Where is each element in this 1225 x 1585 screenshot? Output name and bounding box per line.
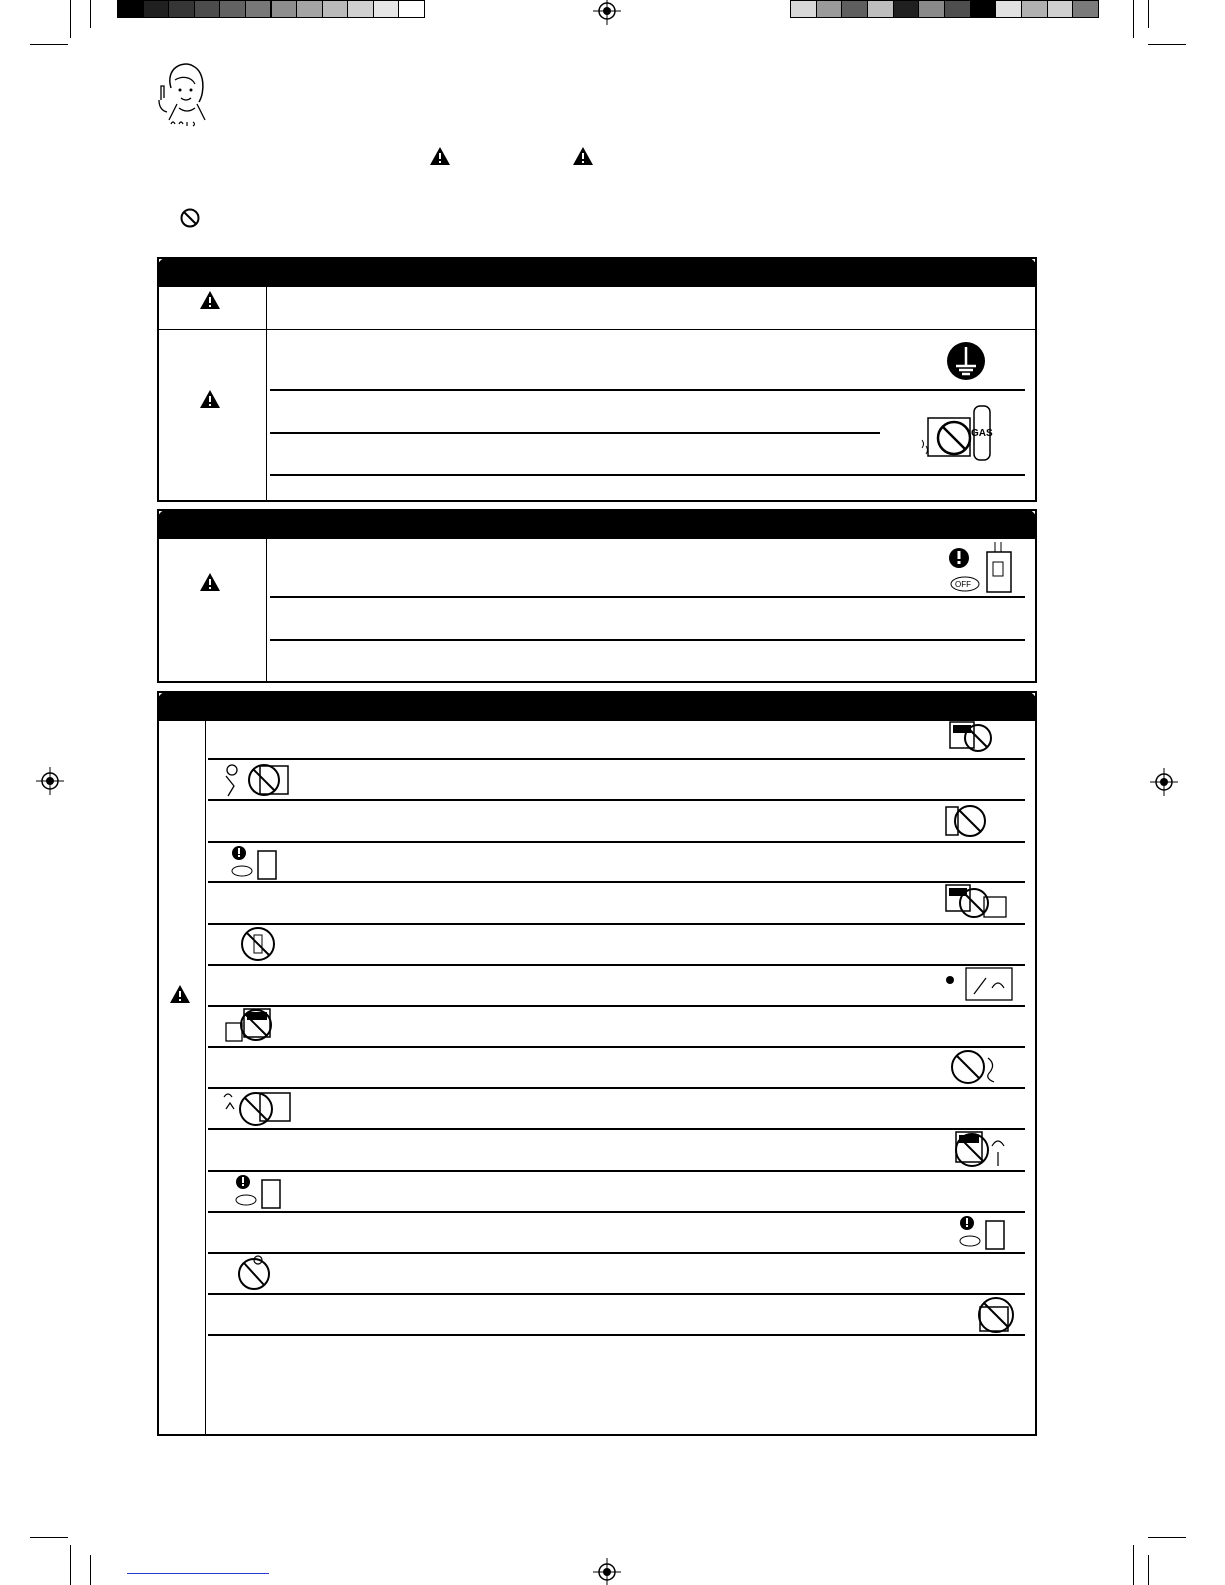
registration-target-icon: [593, 0, 621, 25]
color-swatch: [841, 0, 868, 18]
warning-panel-1: [157, 257, 1037, 502]
divider-rule: [208, 1087, 1025, 1089]
warning-triangle-icon: [199, 290, 221, 310]
color-swatch: [398, 0, 425, 18]
window-ventilate-illustration: [944, 964, 1016, 1004]
color-swatch: [219, 0, 246, 18]
color-swatch: [347, 0, 374, 18]
warning-triangle-icon: [572, 146, 594, 166]
breaker-off-illustration: [958, 1213, 1010, 1251]
divider-rule: [208, 923, 1025, 925]
color-swatch: [995, 0, 1022, 18]
color-bar-left: [117, 0, 424, 18]
divider-rule: [270, 639, 1025, 641]
spray-prohibited-illustration: [238, 925, 278, 963]
divider-rule: [208, 758, 1025, 760]
svg-text:OFF: OFF: [955, 580, 971, 589]
divider-rule: [208, 1293, 1025, 1295]
color-bar-right: [790, 0, 1098, 18]
warning-triangle-icon: [429, 146, 451, 166]
divider-rule: [208, 799, 1025, 801]
unit-objects-prohibited-illustration: [944, 883, 1010, 921]
unit-prohibited-illustration: [974, 1295, 1024, 1335]
divider-rule: [208, 964, 1025, 966]
heater-unit-prohibited-illustration: [222, 1007, 288, 1045]
color-swatch: [143, 0, 170, 18]
breaker-off-illustration: [234, 1172, 286, 1210]
divider-rule: [208, 1211, 1025, 1213]
divider-rule: [270, 474, 1025, 476]
panel-header: [157, 509, 1037, 539]
divider-rule: [270, 432, 880, 434]
registration-target-icon: [1150, 768, 1178, 796]
panel-header: [157, 691, 1037, 721]
divider-rule: [270, 596, 1025, 598]
color-swatch: [1021, 0, 1048, 18]
plug-prohibited-illustration: [944, 803, 996, 839]
panel-header: [157, 257, 1037, 287]
unit-prohibited-illustration: [948, 720, 1000, 754]
color-swatch: [790, 0, 817, 18]
color-swatch: [168, 0, 195, 18]
divider-rule: [208, 1170, 1025, 1172]
color-swatch: [918, 0, 945, 18]
caution-panel-3: [157, 691, 1037, 1436]
color-swatch: [893, 0, 920, 18]
woman-pointing-illustration: [153, 58, 213, 128]
water-unit-prohibited-illustration: [220, 1089, 294, 1127]
divider-rule: [208, 841, 1025, 843]
breaker-off-illustration: [230, 843, 282, 881]
color-swatch: [1047, 0, 1074, 18]
color-swatch: [296, 0, 323, 18]
color-swatch: [1072, 0, 1099, 18]
bottom-underline: [127, 1573, 269, 1574]
registration-target-icon: [593, 1558, 621, 1585]
color-swatch: [271, 0, 298, 18]
svg-text:GAS: GAS: [971, 428, 993, 439]
divider-rule: [208, 1252, 1025, 1254]
divider-rule: [208, 1046, 1025, 1048]
gas-cylinder-prohibited-illustration: [920, 400, 998, 464]
color-swatch: [194, 0, 221, 18]
divider-rule: [208, 881, 1025, 883]
person-prohibited-illustration: [942, 1048, 1008, 1086]
prohibited-circle-icon: [179, 207, 201, 229]
divider-rule: [208, 1334, 1025, 1336]
breaker-off-illustration: [945, 540, 1025, 596]
color-swatch: [245, 0, 272, 18]
ground-symbol-icon: [945, 340, 987, 382]
person-unit-prohibited-illustration: [220, 762, 292, 798]
divider-rule: [270, 389, 1025, 391]
warning-triangle-icon: [169, 984, 191, 1004]
color-swatch: [970, 0, 997, 18]
registration-target-icon: [36, 767, 64, 795]
warning-triangle-icon: [199, 389, 221, 409]
color-swatch: [322, 0, 349, 18]
divider-rule: [208, 1005, 1025, 1007]
divider-rule: [208, 1128, 1025, 1130]
color-swatch: [816, 0, 843, 18]
color-swatch: [944, 0, 971, 18]
color-swatch: [867, 0, 894, 18]
plant-unit-prohibited-illustration: [952, 1130, 1024, 1170]
warning-triangle-icon: [199, 572, 221, 592]
color-swatch: [373, 0, 400, 18]
color-swatch: [117, 0, 144, 18]
person-prohibited-illustration: [236, 1254, 276, 1292]
